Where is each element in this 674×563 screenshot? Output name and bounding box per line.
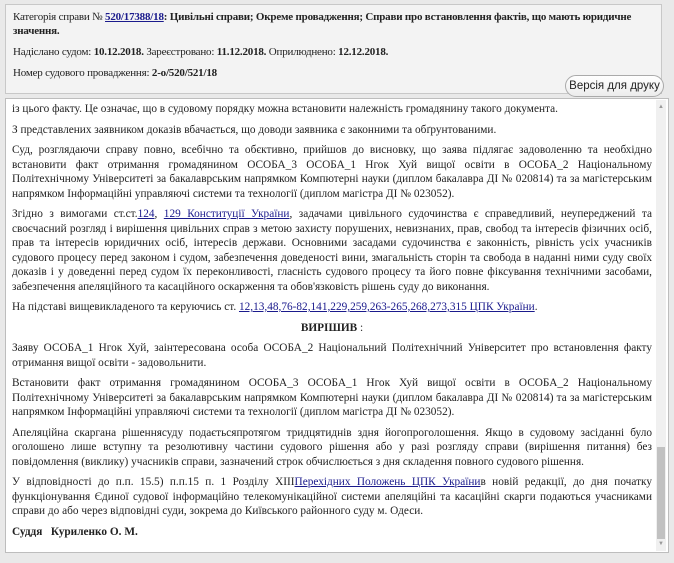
paragraph: із цього факту. Це означає, що в судовому порядку можна встановити належність громадянину такого документа. — [12, 103, 558, 115]
text: в новій редакції, до дня початку функціонування Єдиної судової інформаційно телекомунікаційної системи апеляційні та касаційні скарги подаються учасниками справи до або через відповідні суди, зокрема до Київського районного суду м. Одеси. — [12, 476, 652, 517]
scroll-down-icon[interactable]: ▼ — [658, 541, 664, 547]
registered-label: Зареєстровано: — [146, 46, 215, 58]
judge-name: Куриленко О. М. — [50, 525, 138, 538]
text: , задачами цивільного судочинства є справедливий, неупереджений та своєчасний розгляд і вирішення цивільних справ з метою захисту порушених, невизнаних, прав, свобод та інтересів фізичних осіб, прав та інтересів юридичних осіб, інтересів держави. Основними засадами судочинства є законність, рівність усіх учасників судового процесу перед законом і судом, забезпечення доведеності вини, змагальність сторін та свобода в наданні ними суду своїх доказів і у доведенні перед судом їх переконливості, гласність судового процесу та його повне фіксування технічними засобами, забезпечення апеляційного та касаційного оскарження та обов'язковість рішень суду до виконання. — [12, 208, 652, 293]
article-124-link[interactable]: 124 — [137, 208, 155, 220]
dates-line — [13, 45, 653, 59]
text: , — [154, 208, 164, 220]
published-date: 12.12.2018. — [338, 46, 389, 58]
case-info-panel — [5, 4, 662, 94]
published-label: Оприлюднено: — [268, 46, 336, 58]
case-number-link[interactable]: 520/17388/18 — [105, 11, 164, 23]
paragraph — [12, 207, 652, 294]
text: : — [357, 321, 364, 334]
text: На підставі вищевикладеного та керуючись ст. — [12, 301, 239, 313]
registered-date: 11.12.2018. — [216, 46, 267, 58]
scroll-thumb[interactable] — [657, 447, 665, 539]
case-category-line — [13, 10, 653, 38]
category-label: Категорія справи № — [13, 11, 103, 23]
sent-label: Надіслано судом: — [13, 46, 92, 58]
proceeding-number: 2-о/520/521/18 — [151, 67, 217, 79]
vertical-scrollbar[interactable] — [656, 100, 666, 551]
text: Згідно з вимогами ст.ст. — [12, 208, 138, 220]
judge-signature — [12, 525, 652, 540]
paragraph: Заяву ОСОБА_1 Нгок Хуй, заінтересована особа ОСОБА_2 Національний Політехнічний Університет про встановлення факту отримання вищої освіти - задовольнити. — [12, 342, 652, 369]
print-version-button[interactable]: Версія для друку — [565, 75, 664, 97]
category-value: : Цивільні справи; Окреме провадження; Справи про встановлення фактів, що мають юридичне значення. — [13, 11, 632, 37]
transitional-provisions-link[interactable]: Перехідних Положень ЦПК України — [294, 476, 481, 488]
paragraph — [12, 475, 652, 519]
sent-date: 10.12.2018. — [93, 46, 144, 58]
document-viewer — [5, 98, 669, 553]
paragraph — [12, 300, 652, 315]
text: У відповідності до п.п. 15.5) п.п.15 п. 1 Розділу XIII — [12, 476, 295, 488]
paragraph: Апеляційна скаргана рішеннясуду подаєтьсяпротягом тридцятиднів здня йогопроголошення. Якщо в судовому засіданні було оголошено лише вступну та резолютивну частини судового рішення або у разі розгляду справи (вирішення питання) без повідомлення (виклику) учасників справи, зазначений строк обчислюється з дня складення повного судового рішення. — [12, 426, 652, 468]
document-text — [12, 102, 652, 545]
judge-label: Суддя — [12, 525, 43, 538]
proceeding-line — [13, 66, 653, 80]
scroll-up-icon[interactable]: ▲ — [658, 104, 664, 110]
paragraph: Суд, розглядаючи справу повно, всебічно та обєктивно, прийшов до висновку, що заява підлягає задоволенню та необхідно встановити факт отримання громадянином ОСОБА_3 ОСОБА_1 Нгок Хуй вищої освіти в ОСОБА_2 Національному Політехнічному Університеті за бакалаврським напрямком Компютерні науки (диплом бакалавра ДІ № 020814) та за магістерським напрямком Інформаційні управляючі системи та технології (диплом магістра ДІ № 023052). — [12, 144, 652, 200]
decision-heading — [12, 321, 652, 336]
text: ВИРІШИВ — [300, 321, 358, 334]
cpc-articles-link[interactable]: 12,13,48,76-82,141,229,259,263-265,268,273,315 ЦПК України — [238, 301, 535, 313]
paragraph: З представлених заявником доказів вбачається, що доводи заявника є законними та обґрунтованими. — [12, 123, 497, 136]
proceeding-label: Номер судового провадження: — [13, 67, 150, 79]
constitution-link[interactable]: 129 Конституції України — [163, 208, 290, 220]
text: . — [534, 301, 538, 313]
paragraph: Встановити факт отримання громадянином ОСОБА_3 ОСОБА_1 Нгок Хуй вищої освіти в ОСОБА_2 Національному Політехнічному Університеті за бакалаврським напрямком Компютерні науки (диплом бакалавра ДІ № 020814) та за магістерським напрямком Інформаційні управляючі системи та технології (диплом магістра ДІ № 023052). — [12, 377, 652, 418]
